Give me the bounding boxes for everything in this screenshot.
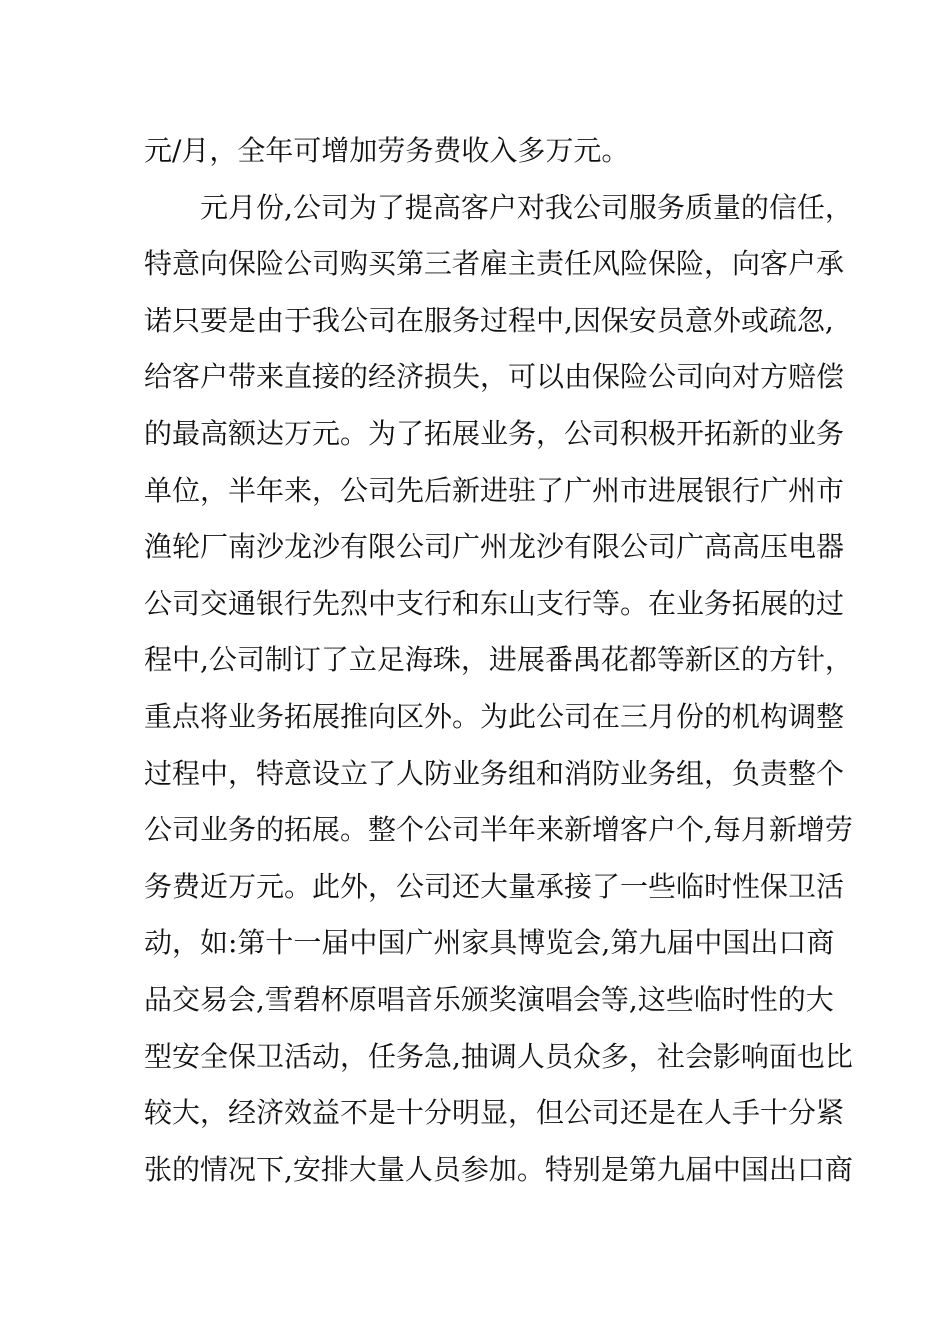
text-line: 较大，经济效益不是十分明显，但公司还是在人手十分紧 <box>144 1096 845 1130</box>
text-line: 公司业务的拓展。整个公司半年来新增客户个,每月新增劳 <box>144 813 853 847</box>
text-line: 单位，半年来，公司先后新进驻了广州市进展银行广州市 <box>144 473 845 507</box>
text-line: 型安全保卫活动，任务急,抽调人员众多，社会影响面也比 <box>144 1039 853 1073</box>
text-line: 品交易会,雪碧杯原唱音乐颁奖演唱会等,这些临时性的大 <box>144 982 834 1016</box>
text-line: 特意向保险公司购买第三者雇主责任风险保险，向客户承 <box>144 247 845 281</box>
text-line: 张的情况下,安排大量人员参加。特别是第九届中国出口商 <box>144 1152 853 1186</box>
paragraph-first-line: 元月份,公司为了提高客户对我公司服务质量的信任， <box>200 190 853 224</box>
text-line: 程中,公司制订了立足海珠，进展番禺花都等新区的方针， <box>144 643 853 677</box>
text-line: 务费近万元。此外，公司还大量承接了一些临时性保卫活 <box>144 869 845 903</box>
text-line: 渔轮厂南沙龙沙有限公司广州龙沙有限公司广高高压电器 <box>144 530 845 564</box>
text-line: 诺只要是由于我公司在服务过程中,因保安员意外或疏忽, <box>144 303 834 337</box>
text-line: 元/月，全年可增加劳务费收入多万元。 <box>144 134 630 167</box>
text-line: 公司交通银行先烈中支行和东山支行等。在业务拓展的过 <box>144 586 845 620</box>
text-line: 重点将业务拓展推向区外。为此公司在三月份的机构调整 <box>144 699 845 733</box>
text-line: 动，如:第十一届中国广州家具博览会,第九届中国出口商 <box>144 926 835 960</box>
body-text <box>144 128 853 1203</box>
text-line: 过程中，特意设立了人防业务组和消防业务组，负责整个 <box>144 756 845 790</box>
text-line: 给客户带来直接的经济损失，可以由保险公司向对方赔偿 <box>144 360 845 394</box>
text-line: 的最高额达万元。为了拓展业务，公司积极开拓新的业务 <box>144 416 845 450</box>
